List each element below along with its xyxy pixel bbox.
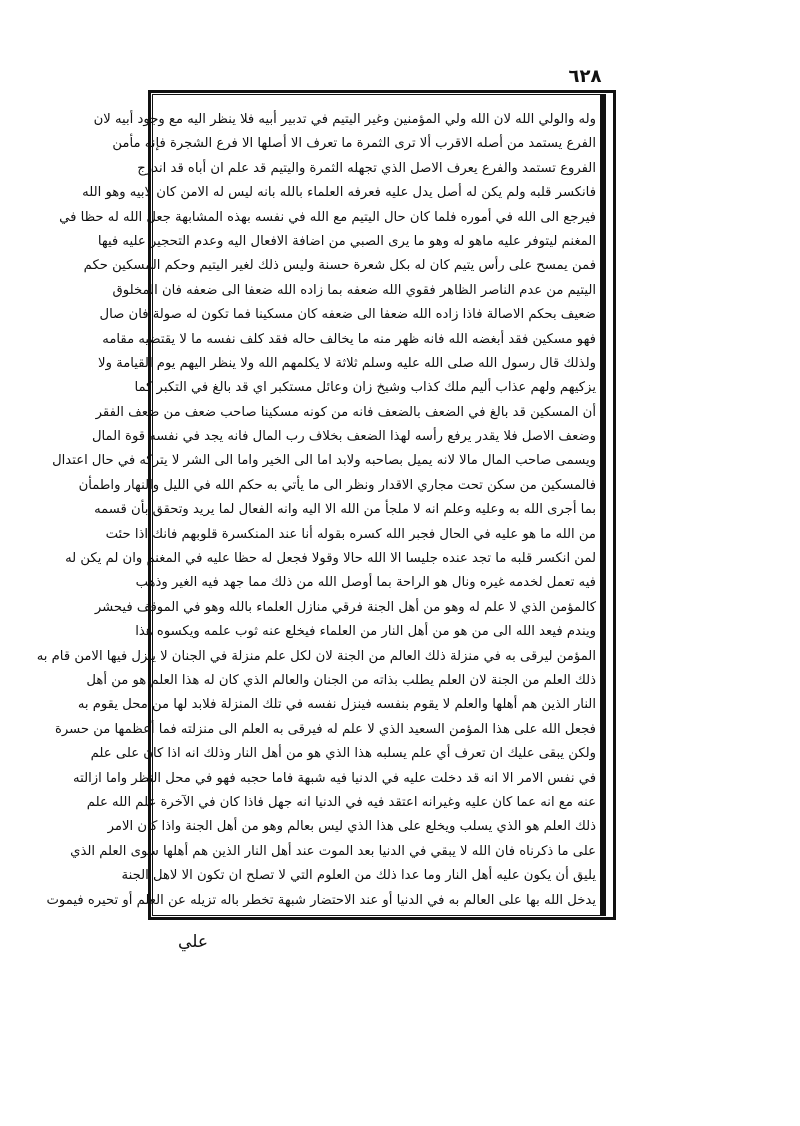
text-line: يزكيهم ولهم عذاب أليم ملك كذاب وشيخ زان وعائل مستكبر اي قد بالغ في التكبر كما <box>134 380 596 396</box>
text-line: ولذلك قال رسول الله صلى الله عليه وسلم ثلاثة لا يكلمهم الله ولا ينظر اليهم يوم القيامة ولا <box>98 355 596 371</box>
page-frame-rule <box>601 94 606 916</box>
text-line: ولكن يبقى عليك ان تعرف أي علم يسلبه هذا الذي هو من أهل النار وذلك انه اذا كان على علم <box>90 746 596 762</box>
text-line: ويسمى صاحب المال مالا لانه يميل بصاحبه ولابد اما الى الخير واما الى الشر لا يتركه في حال اعتدال <box>52 453 596 469</box>
text-line: فجعل الله على هذا المؤمن السعيد الذي لا علم له فيرقى به العلم الى منزلته فما أعظمها من حسرة <box>54 721 596 737</box>
text-line: وضعف الاصل فلا يقدر يرفع رأسه لهذا الضعف بخلاف رب المال فانه يجد في نفسه قوة المال <box>91 429 596 445</box>
text-line: ذلك العلم هو الذي يسلب ويخلع على هذا الذي ليس بعالم وهو من أهل الجنة واذا كان الامر <box>107 819 596 835</box>
text-line: فالمسكين من سكن تحت مجاري الاقدار ونظر الى ما يأتي به حكم الله في الليل والنهار واطمأن <box>78 477 596 493</box>
text-line: فانكسر قلبه ولم يكن له أصل يدل عليه فعرفه العلماء بالله بانه ليس له الامن كان لابيه وهو الله <box>82 185 596 201</box>
text-line: ضعيف بحكم الاصالة فاذا زاده الله ضعفا الى ضعفه كان مسكينا فما تكون له صولة فان صال <box>99 307 596 323</box>
text-line: لمن انكسر قلبه ما تجد عنده جليسا الا الله حالا وقولا فجعل له حظا عليه في المغنم وان لم يكن له <box>65 551 596 567</box>
text-line: عنه مع انه عما كان عليه وغيرانه اعتقد فيه في الدنيا انه جهل فاذا كان في الآخرة علم الله علم <box>86 794 596 810</box>
text-line: في نفس الامر الا انه قد دخلت عليه في الدنيا فيه شبهة فاما حجبه فهو في محل النظر واما ازالته <box>73 770 596 786</box>
page-number: ٦٢٨ <box>568 66 602 87</box>
text-line: كالمؤمن الذي لا علم له وهو من أهل الجنة فرقي منازل العلماء بالله وهو في الموقف فيحشر <box>94 599 596 615</box>
text-line: ذلك العلم من الجنة لان العلم يطلب بذاته من الجنان والعالم الذي كان له هذا العلم هو من أهل <box>86 672 596 688</box>
text-line: فمن يمسح على رأس يتيم كان له بكل شعرة حسنة وليس ذلك لغير اليتيم وحكم المسكين حكم <box>83 258 596 274</box>
text-line: فيه تعمل لخدمه غيره ونال هو الراحة بما أوصل الله من ذلك مما جهد فيه الغير وذهب <box>135 575 596 591</box>
text-line: من الله ما هو عليه في الحال فجبر الله كسره بقوله أنا عند المنكسرة قلوبهم فانك اذا حئت <box>105 526 596 542</box>
catchword: علي <box>178 932 208 952</box>
text-line: ويندم فيعد الله الى من هو من أهل النار من العلماء فيخلع عنه ثوب علمه ويكسوه هذا <box>135 624 596 640</box>
text-line: اليتيم من عدم الناصر الظاهر فقوي الله ضعفه بما زاده الله ضعفا الى ضعفه فان المخلوق <box>112 282 596 298</box>
text-line: الفرع يستمد من أصله الاقرب ألا ترى الثمرة ما تعرف الا أصلها الا فرع الشجرة فإنه مأمن <box>112 136 596 152</box>
text-line: فيرجع الى الله في أموره فلما كان حال اليتيم مع الله في نفسه بهذه المشابهة جعل الله له حظا في <box>59 209 596 225</box>
text-line: يليق أن يكون عليه أهل النار وما عدا ذلك من العلوم التي لا تصلح ان تكون الا لاهل الجنة <box>121 868 596 884</box>
text-line: يدخل الله بها على العالم به في الدنيا أو عند الاحتضار شبهة تخطر باله تزيله عن العلم أو تحيره فيموت <box>46 892 596 908</box>
text-line: على ما ذكرناه فان الله لا يبقي في الدنيا بعد الموت عند أهل النار الذين هم أهلها سوى العلم الذي <box>70 843 596 859</box>
text-line: النار الذين هم أهلها والعلم لا يقوم بنفسه فينزل نفسه في تلك المنزلة فلابد لها من محل يقوم به <box>77 697 596 713</box>
text-line: فهو مسكين فقد أبغضه الله فانه ظهر منه ما يخالف حاله فقد كلف نفسه ما لا يقتضيه مقامه <box>102 331 596 347</box>
text-line: بما أجرى الله به وعليه وعلم انه لا ملجأ من الله الا اليه وانه الفعال لما يريد وتحقق بأن قسمه <box>94 502 596 518</box>
text-line: الفروع تستمد والفرع يعرف الاصل الذي تجهله الثمرة واليتيم قد علم ان أباه قد اندرج <box>137 160 596 176</box>
text-line: وله والولي الله لان الله ولي المؤمنين وغير اليتيم في تدبير أبيه فلا ينظر اليه مع وجود أبيه لان <box>93 112 596 127</box>
text-line: المؤمن ليرقى به في منزلة ذلك العالم من الجنة لان لكل علم منزلة في الجنان لا ينزل فيها الامن قام به <box>36 648 596 664</box>
text-line: المغنم ليتوفر عليه ماهو له وهو ما يرى الصبي من اضافة الافعال اليه وعدم التحجير عليه فيها <box>97 233 596 249</box>
text-line: أن المسكين قد بالغ في الضعف بالضعف فانه من كونه مسكينا صاحب ضعف من ضعف الفقر <box>95 404 596 420</box>
body-text <box>36 108 596 908</box>
